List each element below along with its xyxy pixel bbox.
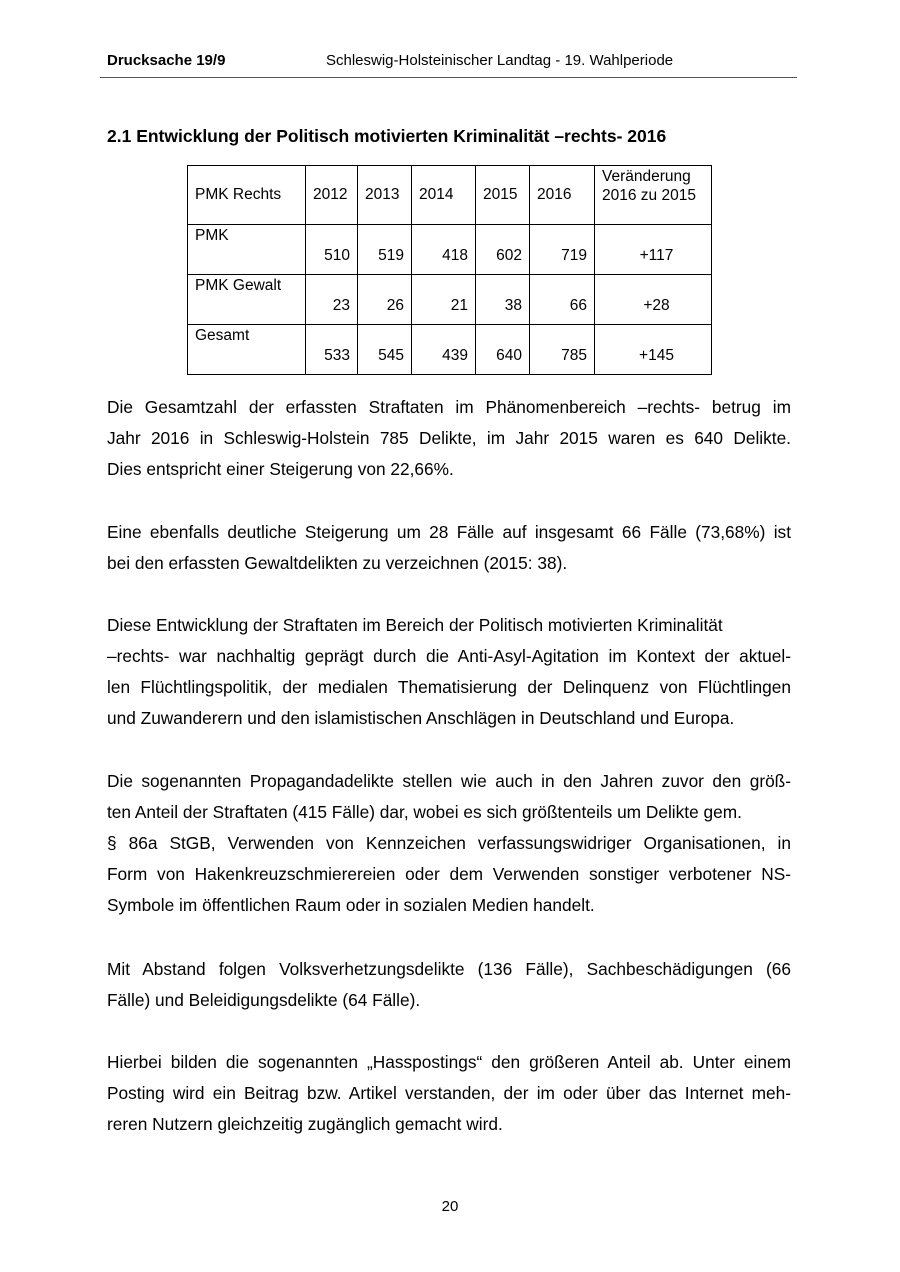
text-line: Die sogenannten Propagandadelikte stellen wie auch in den Jahren zuvor den größ- <box>107 771 791 791</box>
table-row <box>188 325 712 375</box>
table-header-row <box>188 166 712 225</box>
text-line: und Zuwanderern und den islamistischen Anschlägen in Deutschland und Europa. <box>107 708 735 728</box>
text-line: Form von Hakenkreuzschmierereien oder dem Verwenden sonstiger verbotener NS- <box>107 864 791 884</box>
row-label: Gesamt <box>188 325 306 375</box>
table-cell: 602 <box>476 225 530 275</box>
header-cell: 2015 <box>476 166 530 225</box>
text-line: Mit Abstand folgen Volksverhetzungsdelikte (136 Fälle), Sachbeschädigungen (66 <box>107 959 791 979</box>
header-cell: 2012 <box>306 166 358 225</box>
text-line: Fälle) und Beleidigungsdelikte (64 Fälle). <box>107 990 421 1010</box>
text-line: Diese Entwicklung der Straftaten im Bereich der Politisch motivierten Kriminalität <box>107 615 723 635</box>
text-line: reren Nutzern gleichzeitig zugänglich gemacht wird. <box>107 1114 503 1134</box>
pmk-statistics-table <box>187 165 712 375</box>
text-line: len Flüchtlingspolitik, der medialen Thematisierung der Delinquenz von Flüchtlingen <box>107 677 791 697</box>
text-line: Die Gesamtzahl der erfassten Straftaten im Phänomenbereich –rechts- betrug im <box>107 397 791 417</box>
header-cell: 2014 <box>412 166 476 225</box>
text-line: § 86a StGB, Verwenden von Kennzeichen verfassungswidriger Organisationen, in <box>107 833 791 853</box>
row-label: PMK Gewalt <box>188 275 306 325</box>
header-cell: PMK Rechts <box>188 166 306 225</box>
change-cell: +28 <box>595 275 712 325</box>
table-cell: 719 <box>530 225 595 275</box>
header-divider <box>100 77 797 78</box>
text-line: Dies entspricht einer Steigerung von 22,66%. <box>107 459 454 479</box>
paragraph-development <box>107 610 791 734</box>
paragraph-hasspostings <box>107 1047 791 1140</box>
text-line: Jahr 2016 in Schleswig-Holstein 785 Delikte, im Jahr 2015 waren es 640 Delikte. <box>107 428 791 448</box>
text-line: Hierbei bilden die sogenannten „Hasspostings“ den größeren Anteil ab. Unter einem <box>107 1052 791 1072</box>
header-cell-change <box>595 166 712 225</box>
paragraph-violent-offenses <box>107 517 791 579</box>
section-title: 2.1 Entwicklung der Politisch motivierten Kriminalität –rechts- 2016 <box>107 126 667 146</box>
text-line: Posting wird ein Beitrag bzw. Artikel verstanden, der im oder über das Internet meh- <box>107 1083 791 1103</box>
text-line: Symbole im öffentlichen Raum oder in sozialen Medien handelt. <box>107 895 595 915</box>
change-cell: +145 <box>595 325 712 375</box>
page-number: 20 <box>441 1198 459 1215</box>
text-line: ten Anteil der Straftaten (415 Fälle) dar, wobei es sich größtenteils um Delikte gem. <box>107 802 742 822</box>
change-cell: +117 <box>595 225 712 275</box>
text-line: Eine ebenfalls deutliche Steigerung um 28 Fälle auf insgesamt 66 Fälle (73,68%) ist <box>107 522 791 542</box>
table-cell: 23 <box>306 275 358 325</box>
header-cell: 2013 <box>358 166 412 225</box>
text-line: –rechts- war nachhaltig geprägt durch die Anti-Asyl-Agitation im Kontext der aktuel- <box>107 646 791 666</box>
table-row <box>188 275 712 325</box>
text-line: bei den erfassten Gewaltdelikten zu verzeichnen (2015: 38). <box>107 553 568 573</box>
table-cell: 26 <box>358 275 412 325</box>
table-cell: 510 <box>306 225 358 275</box>
table-cell: 38 <box>476 275 530 325</box>
document-number: Drucksache 19/9 <box>107 52 226 69</box>
table-cell: 66 <box>530 275 595 325</box>
paragraph-total-offenses <box>107 392 791 485</box>
row-label: PMK <box>188 225 306 275</box>
paragraph-hate-speech <box>107 954 791 1016</box>
header-cell: 2016 <box>530 166 595 225</box>
table-cell: 439 <box>412 325 476 375</box>
table-cell: 418 <box>412 225 476 275</box>
table-cell: 785 <box>530 325 595 375</box>
publisher-title: Schleswig-Holsteinischer Landtag - 19. Wahlperiode <box>326 52 674 69</box>
paragraph-propaganda <box>107 766 791 921</box>
table-cell: 640 <box>476 325 530 375</box>
table-cell: 21 <box>412 275 476 325</box>
table-cell: 533 <box>306 325 358 375</box>
table-cell: 545 <box>358 325 412 375</box>
table-cell: 519 <box>358 225 412 275</box>
change-header-line-2: 2016 zu 2015 <box>602 187 696 204</box>
table-row <box>188 225 712 275</box>
change-header-line-1: Veränderung <box>602 168 691 185</box>
